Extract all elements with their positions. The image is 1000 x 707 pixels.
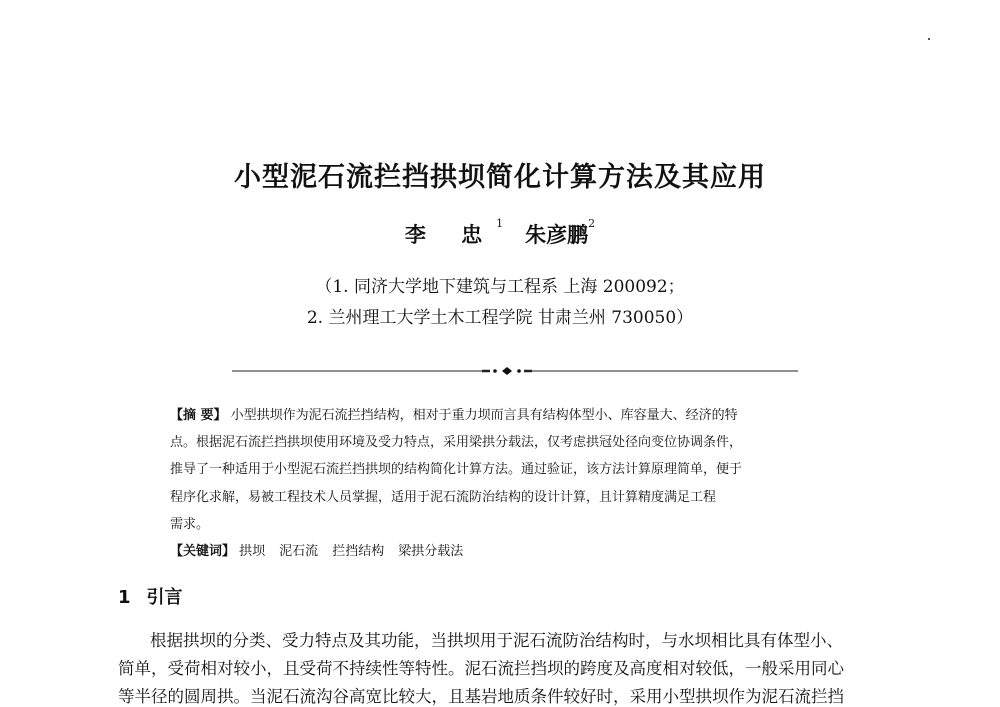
author-name: 李 忠: [404, 222, 497, 247]
keyword: 拱坝: [239, 544, 266, 559]
paper-title: 小型泥石流拦挡拱坝简化计算方法及其应用: [234, 162, 766, 193]
keywords-line: [170, 540, 463, 559]
body-line: 根据拱坝的分类、受力特点及其功能，当拱坝用于泥石流防治结构时，与水坝相比具有体型小、: [150, 631, 843, 650]
abstract-text: 小型拱坝作为泥石流拦挡结构，相对于重力坝而言具有结构体型小、库容量大、经济的特: [230, 408, 738, 423]
author-affiliation-mark: 2: [588, 217, 596, 230]
section-heading: [118, 583, 183, 609]
keyword: 泥石流: [279, 544, 319, 559]
affiliation-line: （1. 同济大学地下建筑与工程系 上海 200092；: [315, 277, 685, 297]
author-affiliation-mark: 1: [496, 217, 504, 230]
section-number: 1: [118, 587, 131, 608]
abstract-line: [170, 404, 738, 423]
body-line: 等半径的圆周拱。当泥石流沟谷高宽比较大，且基岩地质条件较好时，采用小型拱坝作为泥石流拦挡: [118, 687, 844, 706]
section-title: 引言: [146, 587, 183, 608]
affiliation-line: 2. 兰州理工大学土木工程学院 甘肃兰州 730050）: [306, 308, 694, 328]
ornamental-divider: [232, 362, 798, 376]
keyword: 梁拱分载法: [398, 544, 464, 559]
body-line: 简单，受荷相对较小，且受荷不持续性等特性。泥石流拦挡坝的跨度及高度相对较低，一般采用同心: [118, 659, 844, 678]
abstract-label: 【摘 要】: [170, 408, 227, 423]
keywords-label: 【关键词】: [170, 544, 236, 559]
scan-speck: [928, 38, 930, 40]
abstract-line: 程序化求解，易被工程技术人员掌握，适用于泥石流防治结构的设计计算，且计算精度满足工程: [170, 490, 717, 505]
abstract-line: 推导了一种适用于小型泥石流拦挡拱坝的结构简化计算方法。通过验证，该方法计算原理简单，便于: [170, 462, 743, 477]
author-line: [0, 219, 1000, 249]
author-name: 朱彦鹏: [525, 222, 589, 247]
keyword: 拦挡结构: [332, 544, 385, 559]
abstract-line: 需求。: [170, 517, 210, 532]
abstract-line: 点。根据泥石流拦挡拱坝使用环境及受力特点，采用梁拱分载法，仅考虑拱冠处径向变位协调条件，: [170, 435, 743, 450]
